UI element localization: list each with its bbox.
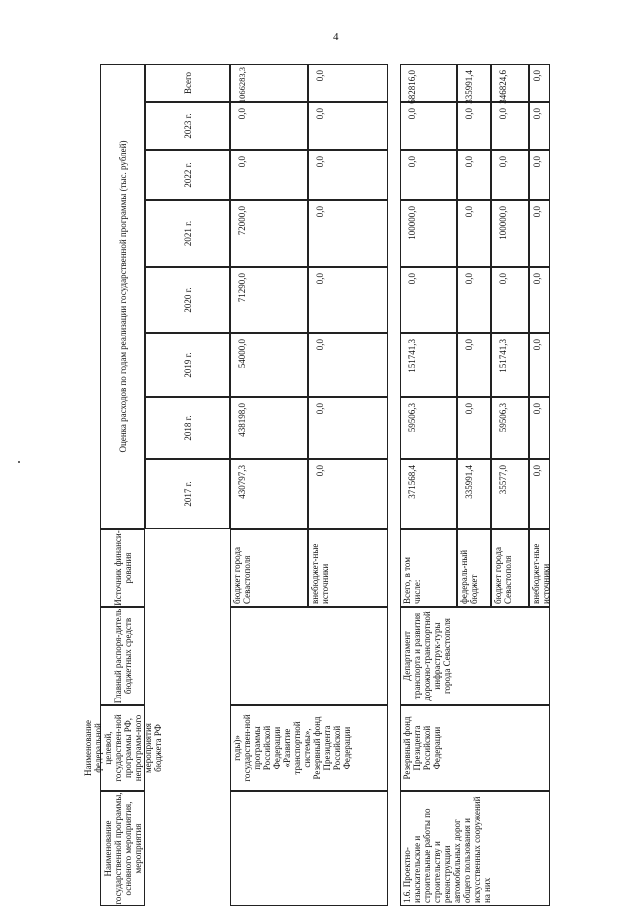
block1-row1-2022: 0,0 — [230, 150, 308, 200]
header-total: Всего — [145, 64, 230, 102]
block2-row1-2022: 0,0 — [400, 150, 457, 200]
header-year-2020: 2020 г. — [145, 267, 230, 333]
rotated-table-stage — [82, 64, 400, 906]
block1-row2-2023: 0,0 — [308, 102, 388, 150]
block1-row1-total: 1066283,3 — [230, 64, 308, 102]
header-source: Источник финанси-рования — [100, 529, 145, 607]
block1-name-cell — [230, 791, 388, 906]
block2-row4-2023: 0,0 — [529, 102, 550, 150]
block1-row2-2017: 0,0 — [308, 459, 388, 529]
block2-row1-2020: 0,0 — [400, 267, 457, 333]
block2-row1-2021: 100000,0 — [400, 200, 457, 267]
header-federal: Наименование федеральной целевой, государствен-ной программы РФ, непрограмм-ного мероприятия бюджета РФ — [100, 705, 145, 791]
page-number: 4 — [333, 31, 339, 43]
block2-row4-2020: 0,0 — [529, 267, 550, 333]
block2-federal: Резервный фонд Президента Российской Федерации — [400, 705, 550, 791]
block2-row4-total: 0,0 — [529, 64, 550, 102]
block1-row1-source: бюджет города Севастополя — [230, 529, 308, 607]
block2-row3-2019: 151741,3 — [491, 333, 529, 397]
block2-row2-source: федераль-ный бюджет — [457, 529, 491, 607]
block2-manager: Департамент транспорта и развития дорожно-транспортной инфраструк-туры города Севастополя — [400, 607, 550, 705]
block2-row3-2018: 59506,3 — [491, 397, 529, 459]
block2-row2-2021: 0,0 — [457, 200, 491, 267]
block2-row2-2022: 0,0 — [457, 150, 491, 200]
header-year-2018: 2018 г. — [145, 397, 230, 459]
header-name: Наименование государственной программы, основного мероприятия, мероприятия — [100, 791, 145, 906]
block1-row2-2019: 0,0 — [308, 333, 388, 397]
header-year-2017: 2017 г. — [145, 459, 230, 529]
block2-row3-total: 346824,6 — [491, 64, 529, 102]
block2-row1-2017: 371568,4 — [400, 459, 457, 529]
block2-row1-2019: 151741,3 — [400, 333, 457, 397]
block2-row1-2023: 0,0 — [400, 102, 457, 150]
block1-row2-source: внебюджет-ные источники — [308, 529, 388, 607]
block1-federal-text: годы)» государствен-ной программы Российской Федерации «Развитие транспортной системы», Резервный фонд Президента Российской Федерации — [230, 705, 388, 791]
block2-row4-2017: 0,0 — [529, 459, 550, 529]
block1-row2-2018: 0,0 — [308, 397, 388, 459]
block2-row4-2019: 0,0 — [529, 333, 550, 397]
header-estimate: Оценка расходов по годам реализации государственной программы (тыс. рублей) — [100, 64, 145, 529]
block2-row3-source: бюджет города Севастополя — [491, 529, 529, 607]
block2-row2-2018: 0,0 — [457, 397, 491, 459]
block2-row3-2021: 100000,0 — [491, 200, 529, 267]
block2-row2-2019: 0,0 — [457, 333, 491, 397]
block2-row3-2017: 35577,0 — [491, 459, 529, 529]
block1-row2-total: 0,0 — [308, 64, 388, 102]
block2-row4-source: внебюджет-ные источники — [529, 529, 550, 607]
block1-manager-cell — [230, 607, 388, 705]
block2-name: 1.6. Проектно-изыскательские и строительные работы по строительству и реконструкции автомобильных дорог общего пользования и искусственных сооружений на них — [400, 791, 550, 906]
block2-row4-2021: 0,0 — [529, 200, 550, 267]
header-year-2021: 2021 г. — [145, 200, 230, 267]
rotated-table-stage-2 — [400, 64, 550, 906]
block2-row1-2018: 59506,3 — [400, 397, 457, 459]
block2-row4-2022: 0,0 — [529, 150, 550, 200]
header-year-2022: 2022 г. — [145, 150, 230, 200]
block1-row1-2023: 0,0 — [230, 102, 308, 150]
block1-row2-2020: 0,0 — [308, 267, 388, 333]
block1-row1-2020: 71290,0 — [230, 267, 308, 333]
block2-row3-2023: 0,0 — [491, 102, 529, 150]
block2-row4-2018: 0,0 — [529, 397, 550, 459]
block2-row2-2023: 0,0 — [457, 102, 491, 150]
budget-table — [82, 64, 400, 906]
block1-row1-2018: 438198,0 — [230, 397, 308, 459]
block2-row2-2017: 335991,4 — [457, 459, 491, 529]
block2-row1-total: 682816,0 — [400, 64, 457, 102]
block2-row2-total: 335991,4 — [457, 64, 491, 102]
header-year-2023: 2023 г. — [145, 102, 230, 150]
block1-row1-2019: 54000,0 — [230, 333, 308, 397]
scan-dot — [18, 461, 20, 463]
block2-row3-2022: 0,0 — [491, 150, 529, 200]
block1-row1-2017: 430797,3 — [230, 459, 308, 529]
header-manager: Главный распоря-дитель бюджетных средств — [100, 607, 145, 705]
block1-row1-2021: 72000,0 — [230, 200, 308, 267]
block2-row3-2020: 0,0 — [491, 267, 529, 333]
header-year-2019: 2019 г. — [145, 333, 230, 397]
block2-row2-2020: 0,0 — [457, 267, 491, 333]
budget-table-block2 — [400, 64, 550, 906]
block1-row2-2022: 0,0 — [308, 150, 388, 200]
block1-row2-2021: 0,0 — [308, 200, 388, 267]
block2-row1-source: Всего, в том числе: — [400, 529, 457, 607]
